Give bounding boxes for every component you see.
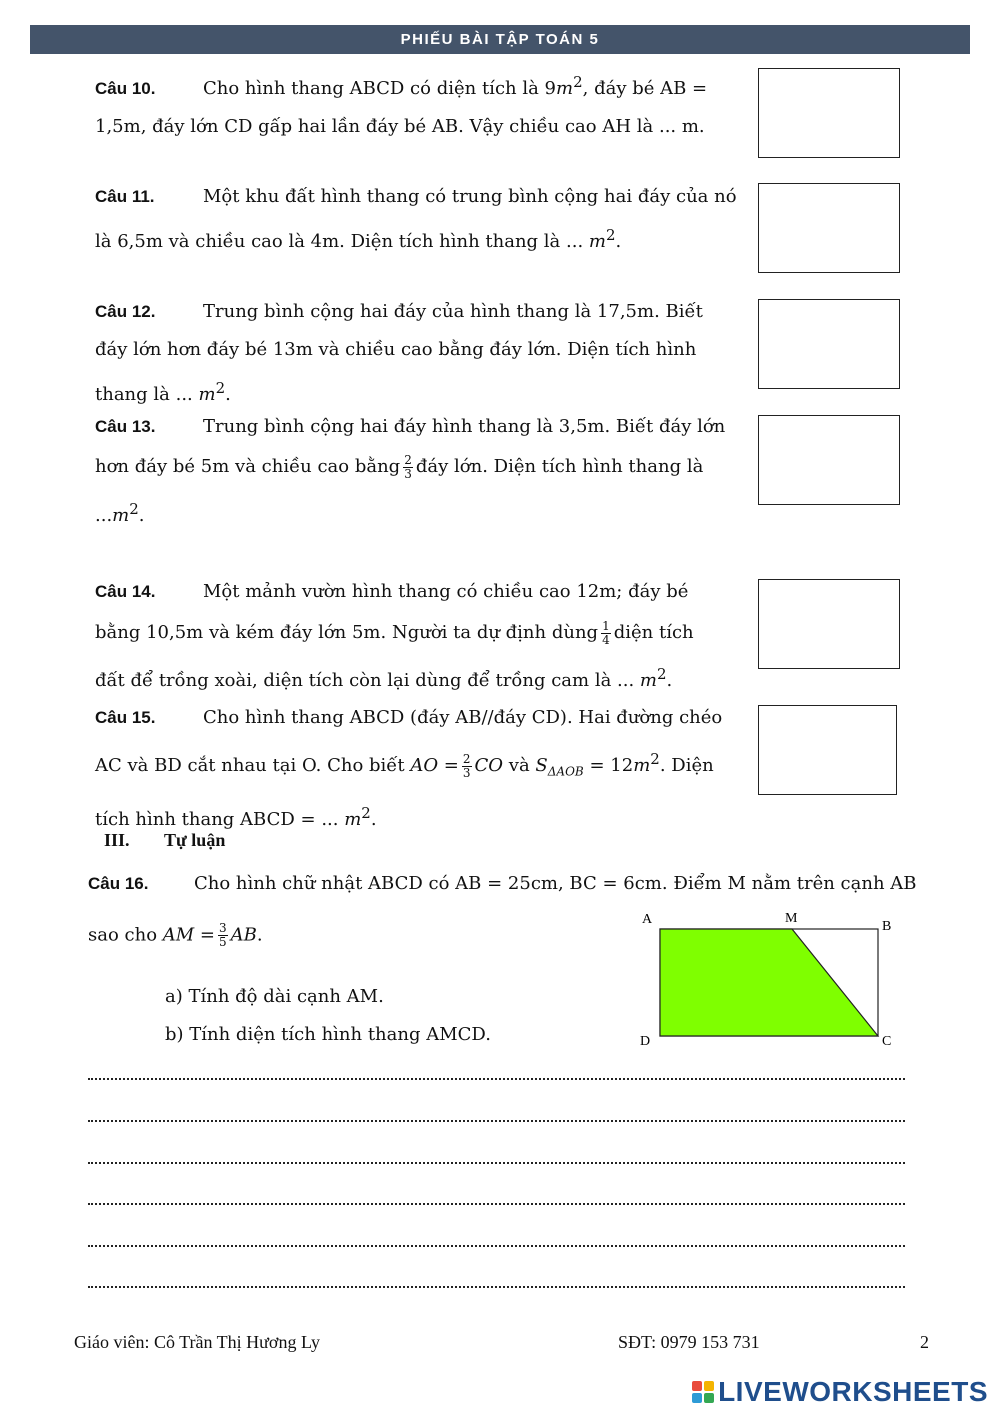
question-label: Câu 10. [95, 79, 156, 98]
answer-line[interactable] [88, 1245, 905, 1247]
answer-line[interactable] [88, 1120, 905, 1122]
answer-box-11[interactable] [758, 183, 900, 273]
question-16-condition: sao cho AM = $\frac{3}{5}$ AB. [88, 921, 263, 949]
answer-line[interactable] [88, 1162, 905, 1164]
question-label: Câu 14. [95, 582, 156, 601]
question-label: Câu 16. [88, 874, 149, 893]
question-15: Câu 15. Cho hình thang ABCD (đáy AB//đáy CD). Hai đường chéo AC và BD cắt nhau tại O. Cho biết AO = $\frac{2}{3}$ CO và $S_{\Delta AOB} = 12m^2$. Diện tích hình thang ABCD = ... $m^2$. [95, 699, 745, 839]
label-m: M [785, 911, 798, 926]
question-12: Câu 12. Trung bình cộng hai đáy của hình thang là 17,5m. Biết đáy lớn hơn đáy bé 13m và chiều cao bằng đáy lớn. Diện tích hình thang là ... $m^2$. [95, 293, 745, 414]
fraction-1-4: $\frac{1}{4}$ [602, 618, 610, 647]
answer-line[interactable] [88, 1286, 905, 1288]
fraction-2-3: $\frac{2}{3}$ [404, 452, 412, 481]
answer-box-14[interactable] [758, 579, 900, 669]
question-label: Câu 12. [95, 302, 156, 321]
label-c: C [882, 1034, 892, 1049]
answer-box-10[interactable] [758, 68, 900, 158]
worksheet-header [30, 25, 970, 54]
answer-line[interactable] [88, 1203, 905, 1205]
footer-phone: SĐT: 0979 153 731 [618, 1332, 760, 1352]
answer-box-12[interactable] [758, 299, 900, 389]
answer-box-13[interactable] [758, 415, 900, 505]
rectangle-figure [636, 905, 906, 1050]
part-a: a) Tính độ dài cạnh AM. [165, 986, 384, 1007]
question-label: Câu 11. [95, 187, 155, 206]
section-heading: III. Tự luận [104, 830, 226, 850]
label-a: A [642, 912, 653, 927]
fraction-2-3: $\frac{2}{3}$ [462, 751, 471, 780]
question-label: Câu 15. [95, 708, 156, 727]
question-13: Câu 13. Trung bình cộng hai đáy hình thang là 3,5m. Biết đáy lớn hơn đáy bé 5m và chiều cao bằng $\frac{2}{3}$ đáy lớn. Diện tích hình thang là $...m^2$. [95, 408, 745, 537]
label-d: D [640, 1034, 651, 1049]
question-11: Câu 11. Một khu đất hình thang có trung bình cộng hai đáy của nó là 6,5m và chiều cao là 4m. Diện tích hình thang là ... $m^2$. [95, 178, 745, 261]
fraction-3-5: $\frac{3}{5}$ [219, 921, 227, 949]
trapezoid-amcd [660, 929, 878, 1036]
footer-teacher: Giáo viên: Cô Trần Thị Hương Ly [74, 1332, 320, 1352]
answer-line[interactable] [88, 1078, 905, 1080]
page-number: 2 [920, 1332, 929, 1352]
question-14: Câu 14. Một mảnh vườn hình thang có chiều cao 12m; đáy bé bằng 10,5m và kém đáy lớn 5m. Người ta dự định dùng $\frac{1}{4}$ diện tích đất để trồng xoài, diện tích còn lại dùng để trồng cam là ... $m^2$. [95, 573, 745, 700]
question-10: Câu 10. Cho hình thang ABCD có diện tích là $9m^2$, đáy bé AB = 1,5m, đáy lớn CD gấp hai lần đáy bé AB. Vậy chiều cao AH là ... m. [95, 63, 745, 146]
answer-box-15[interactable] [758, 705, 897, 795]
question-label: Câu 13. [95, 417, 156, 436]
question-16: Câu 16. Cho hình chữ nhật ABCD có AB = 25cm, BC = 6cm. Điểm M nằm trên cạnh AB [88, 866, 928, 902]
label-b: B [882, 919, 892, 934]
liveworksheets-icon [692, 1381, 714, 1403]
part-b: b) Tính diện tích hình thang AMCD. [165, 1024, 491, 1045]
worksheet-title: PHIẾU BÀI TẬP TOÁN 5 [400, 31, 600, 48]
liveworksheets-logo: LIVEWORKSHEETS [692, 1376, 988, 1408]
